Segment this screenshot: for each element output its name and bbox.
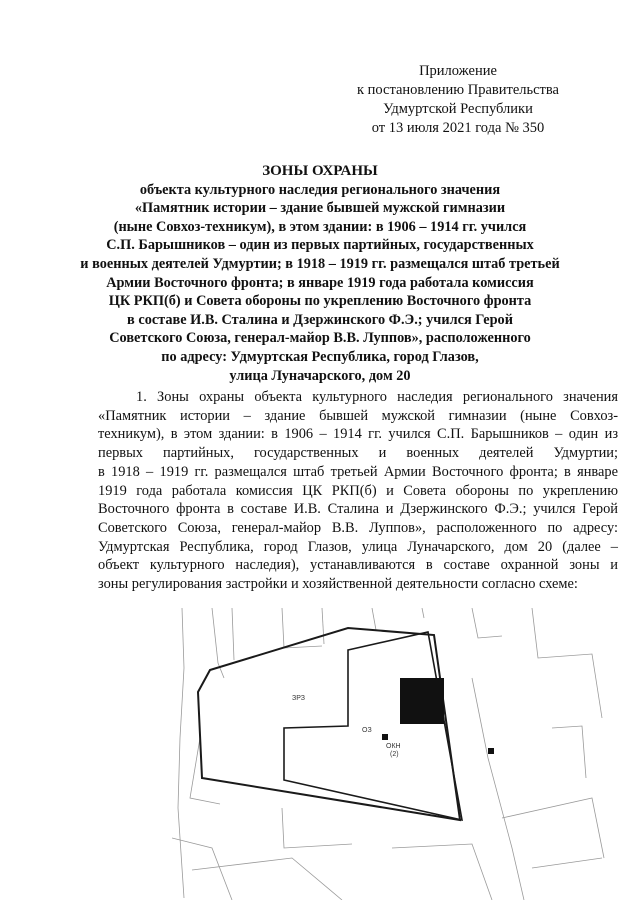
- body-line: зоны регулирования застройки и хозяйственной деятельности согласно схеме:: [98, 576, 578, 593]
- title-line: и военных деятелей Удмуртии; в 1918 – 1919 гг. размещался штаб третьей: [80, 255, 560, 272]
- body-line: 1. Зоны охраны объекта культурного наследия регионального значения: [136, 389, 618, 405]
- title-line: по адресу: Удмуртская Республика, город Глазов,: [161, 348, 479, 365]
- title-line: «Памятник истории – здание бывшей мужской гимназии: [134, 200, 506, 217]
- background-parcels: [172, 608, 604, 900]
- title-line: Советского Союза, генерал-майор В.В. Луппов», расположенного: [109, 330, 531, 347]
- label-object-number: (2): [390, 751, 399, 758]
- title-line: ЦК РКП(б) и Совета обороны по укреплению Восточного фронта: [108, 293, 532, 310]
- zones-scheme-map: [172, 608, 606, 900]
- zone-protection-boundary: [284, 632, 462, 820]
- title-line: объекта культурного наследия регионального значения: [139, 181, 501, 198]
- body-line: «Памятник истории – здание бывшей мужской гимназии (ныне Совхоз-: [98, 407, 618, 424]
- outside-structure: [488, 748, 494, 754]
- title-line: Армии Восточного фронта; в январе 1919 года работала комиссия: [106, 274, 534, 291]
- label-zone-protection: ОЗ: [362, 727, 372, 734]
- body-line: объект культурного наследия), устанавливаются в составе охранной зоны и: [98, 557, 618, 574]
- appendix-line: от 13 июля 2021 года № 350: [371, 120, 545, 136]
- heritage-building: [400, 678, 444, 724]
- body-line: Восточного фронта в составе И.В. Сталина и Дзержинского Ф.Э.; учился Герой: [98, 501, 618, 518]
- body-line: первых партийных, государственных и военных деятелей Удмуртии;: [98, 445, 618, 462]
- appendix-line: Удмуртской Республики: [383, 101, 533, 117]
- label-object: ОКН: [386, 743, 401, 750]
- small-structure: [382, 734, 388, 740]
- appendix-line: к постановлению Правительства: [357, 82, 559, 98]
- title-line: (ныне Совхоз-техникум), в этом здании: в 1906 – 1914 гг. учился: [113, 218, 527, 235]
- appendix-line: Приложение: [419, 63, 497, 79]
- body-line: техникум), в этом здании: в 1906 – 1914 гг. учился С.П. Барышников – один из: [98, 426, 618, 443]
- scheme-svg: [172, 608, 606, 900]
- body-line: Советского Союза, генерал-майор В.В. Луппов», расположенного по адресу:: [98, 519, 618, 536]
- document-title: [60, 162, 580, 385]
- label-zone-regulation: ЗРЗ: [292, 695, 305, 702]
- title-line: С.П. Барышников – один из первых партийных, государственных: [106, 237, 534, 254]
- body-line: 1919 года работала комиссия ЦК РКП(б) и Совета обороны по укреплению: [98, 482, 618, 499]
- body-paragraph: [98, 388, 618, 594]
- appendix-block: [328, 62, 588, 138]
- title-heading: ЗОНЫ ОХРАНЫ: [262, 163, 378, 179]
- title-line: в составе И.В. Сталина и Дзержинского Ф.Э.; учился Герой: [127, 311, 513, 328]
- body-line: Удмуртская Республика, город Глазов, улица Луначарского, дом 20 (далее –: [98, 538, 618, 555]
- title-line: улица Луначарского, дом 20: [229, 367, 411, 384]
- body-line: в 1918 – 1919 гг. размещался штаб третьей Армии Восточного фронта; в январе: [98, 463, 618, 480]
